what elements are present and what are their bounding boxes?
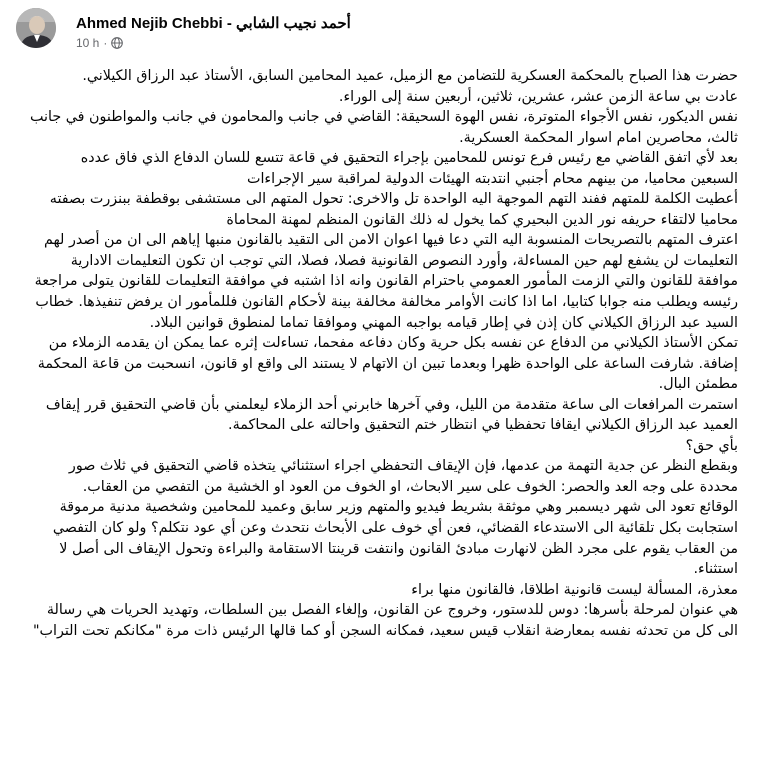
globe-icon[interactable]: [111, 37, 123, 49]
post-paragraph: وبقطع النظر عن جدية التهمة من عدمها، فإن الإيقاف التحفظي اجراء استثنائي يتخذه قاضي التحقيق في ثلاث صور محددة على وجه العد والحصر: الخوف على سير الابحاث، او الخوف من العود او الخشية من التفصي من العقاب.: [68, 458, 738, 495]
author-avatar[interactable]: [16, 8, 56, 48]
post-paragraph: أعطيت الكلمة للمتهم ففند التهم الموجهة اليه الواحدة تل والاخرى: تحول المتهم الى مستشفى بوقطفة ببنزرت بصفته محاميا لالتقاء حريفه نور الدين البحيري كما يخول له ذلك القانون المنظم لمهنة المحاماة: [49, 191, 738, 228]
post-paragraph: بأي حق؟: [685, 437, 738, 454]
post-paragraph: نفس الديكور، نفس الأجواء المتوترة، نفس الهوة السحيقة: القاضي في جانب والمحامون في جانب والمواطنون في جانب ثالث، محاصرين امام اسوار المحكمة العسكرية.: [29, 109, 738, 146]
author-name[interactable]: Ahmed Nejib Chebbi - أحمد نجيب الشابي: [76, 15, 351, 32]
post-timestamp[interactable]: 10 h: [76, 36, 100, 50]
post-paragraph: هي عنوان لمرحلة بأسرها: دوس للدستور، وخروج عن القانون، وإلغاء الفصل بين السلطات، وتهديد الحريات هي رسالة الى كل من تحدثه نفسه بمعارضة انقلاب قيس سعيد، فمكانه السجن أو كما قالها الرئيس ذات مرة "مكانكم تحت التراب": [32, 602, 738, 639]
post-paragraph: الوقائع تعود الى شهر ديسمبر وهي موثقة بشريط فيديو والمتهم وزير سابق وعميد للمحامين وشخصية مدنية مرموقة استجابت بكل تلقائية الى الاستدعاء القضائي، فعن أي خوف على الأبحاث نتحدث وعن أي عود نتكلم؟ ولو كان التفصي من العقاب يقوم على مجرد الظن لانهارت مبادئ القانون وانتفت قرينتا الاستقامة والبراءة وتحول الإيقاف الى أصل لا استثناء.: [52, 499, 738, 578]
post-paragraph: بعد لأي اتفق القاضي مع رئيس فرع تونس للمحامين بإجراء التحقيق في قاعة تتسع للسان الدفاع الذي فاق عدده السبعين محاميا، من بينهم محام أجنبي انتدبته الهيئات الدولية لمراقبة سير الإجراءات: [80, 150, 738, 187]
post-paragraph: اعترف المتهم بالتصريحات المنسوبة اليه التي دعا فيها اعوان الامن الى التقيد بالقانون منبها إياهم الى ان من أصدر لهم التعليمات لن يشفع لهم حين المساءلة، وأورد النصوص القانونية فصلا، فصلا، التي توجب ان تكون التعليمات الادارية موافقة للقانون والتي الزمت المأمور العمومي باحترام القانون وانه اذا اشتبه في موافقة التعليمات للقانون يتولى مراجعة رئيسه ويطلب منه جوابا كتابيا، اما اذا كانت الأوامر مخالفة مخالفة بينة لأحكام القانون فللمأمور ان يرفض تنفيذها. خطاب السيد عبد الرزاق الكيلاني كان إذن في إطار قيامه بواجبه المهني وموافقا تماما لمنطوق قوانين البلاد.: [34, 232, 738, 331]
post-body: [30, 66, 738, 641]
meta-separator: ·: [103, 36, 108, 50]
post-paragraph: تمكن الأستاذ الكيلاني من الدفاع عن نفسه بكل حرية وكان دفاعه مفحما، تساءلت إثره عما يمكن ان يقدمه الزملاء من إضافة. شارفت الساعة على الواحدة ظهرا وبعدما تبين ان الاتهام لا يستند الى واقع او قانون، انسحبت من قاعة المحكمة مطمئن البال.: [37, 335, 738, 393]
post-header: [16, 8, 742, 56]
post-paragraph: استمرت المرافعات الى ساعة متقدمة من الليل، وفي آخرها خابرني أحد الزملاء ليعلمني بأن قاضي التحقيق قرر إيقاف العميد عبد الرزاق الكيلاني ايقافا تحفظيا في انتظار ختم التحقيق واحالته على المحاكمة.: [45, 396, 738, 434]
post-paragraph: حضرت هذا الصباح بالمحكمة العسكرية للتضامن مع الزميل، عميد المحامين السابق، الأستاذ عبد الرزاق الكيلاني.: [82, 68, 738, 84]
post-paragraph: معذرة، المسألة ليست قانونية اطلاقا، فالقانون منها براء: [411, 581, 738, 598]
post-meta: [76, 36, 123, 50]
post-paragraph: عادت بي ساعة الزمن عشر، عشرين، ثلاثين، أربعين سنة إلى الوراء.: [338, 88, 738, 105]
avatar-image: [16, 8, 56, 48]
